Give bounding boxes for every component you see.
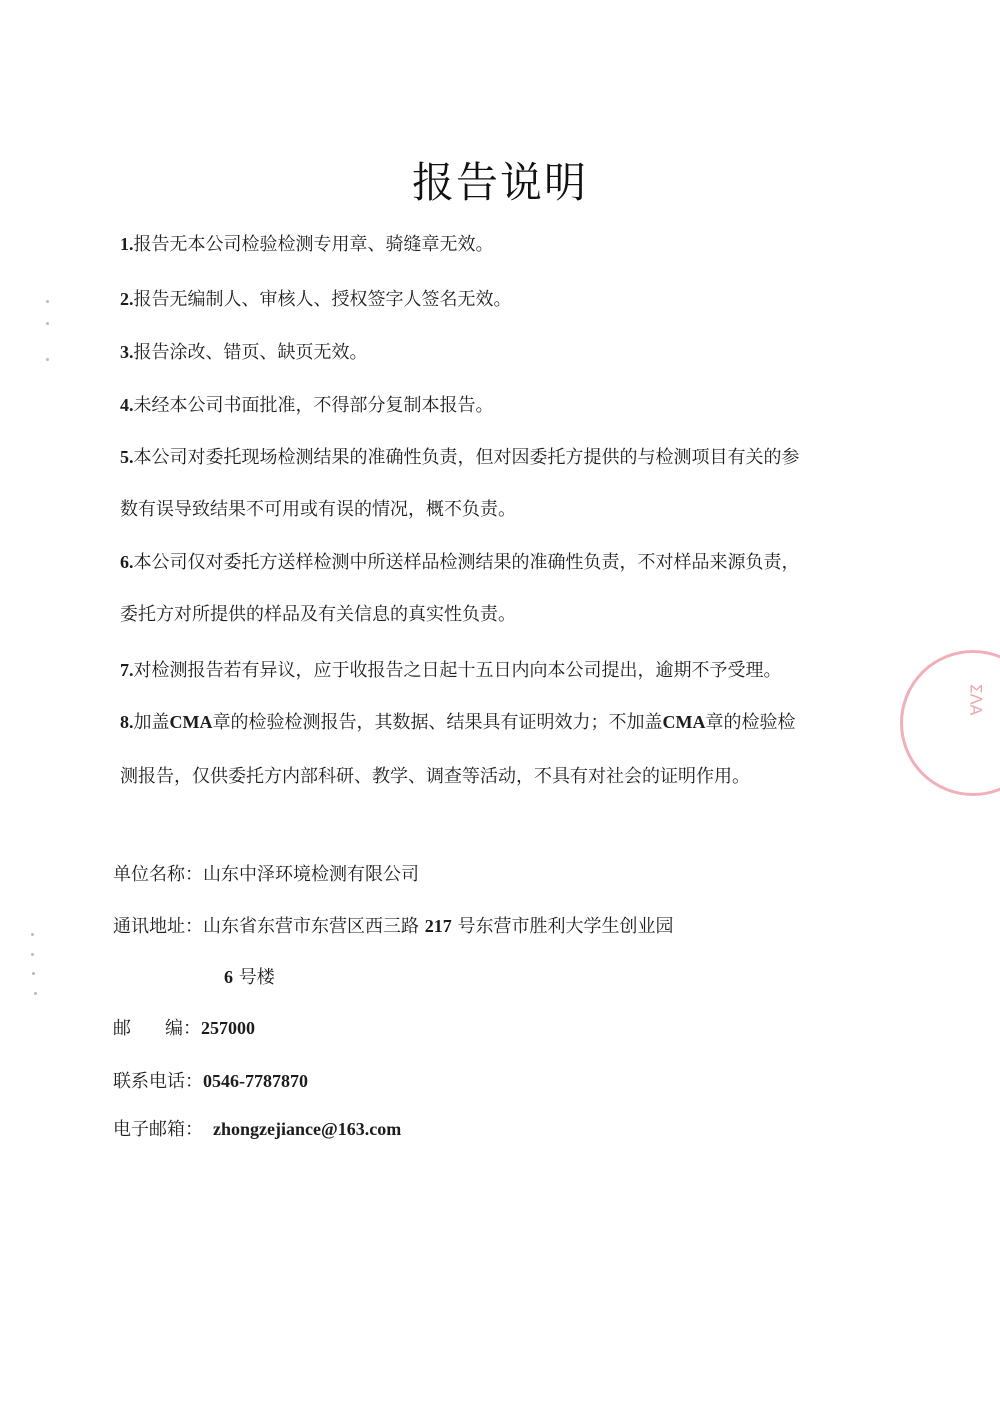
clause-5-cont: 数有误导致结果不可用或有误的情况，概不负责。 — [120, 499, 516, 520]
clause-7: 7.对检测报告若有异议，应于收报告之日起十五日内向本公司提出，逾期不予受理。 — [120, 660, 782, 681]
clause-8: 8.加盖CMA章的检验检测报告，其数据、结果具有证明效力；不加盖CMA章的检验检 — [120, 712, 796, 733]
page-title: 报告说明 — [411, 158, 588, 207]
scan-mark — [46, 358, 49, 361]
phone-row: 联系电话：0546-7787870 — [113, 1071, 308, 1092]
clause-5: 5.本公司对委托现场检测结果的准确性负责，但对因委托方提供的与检测项目有关的参 — [120, 447, 800, 468]
clause-6-cont: 委托方对所提供的样品及有关信息的真实性负责。 — [120, 604, 516, 625]
address-row-cont: 6 号楼 — [224, 967, 275, 988]
scan-mark — [46, 322, 49, 325]
clause-3: 3.报告涂改、错页、缺页无效。 — [120, 342, 368, 363]
scan-mark — [32, 972, 35, 975]
scan-mark — [46, 300, 49, 303]
company-name-row: 单位名称：山东中泽环境检测有限公司 — [113, 864, 419, 885]
scan-mark — [34, 992, 37, 995]
seal-stamp — [900, 650, 1000, 796]
clause-6: 6.本公司仅对委托方送样检测中所送样品检测结果的准确性负责，不对样品来源负责， — [120, 552, 800, 573]
scan-mark — [31, 933, 34, 936]
clause-4: 4.未经本公司书面批准，不得部分复制本报告。 — [120, 395, 494, 416]
clause-2: 2.报告无编制人、审核人、授权签字人签名无效。 — [120, 289, 512, 310]
email-row: 电子邮箱： zhongzejiance@163.com — [113, 1119, 402, 1140]
postcode-row: 邮 编：257000 — [113, 1018, 255, 1039]
clause-1: 1.报告无本公司检验检测专用章、骑缝章无效。 — [120, 234, 494, 255]
clause-8-cont: 测报告，仅供委托方内部科研、教学、调查等活动，不具有对社会的证明作用。 — [120, 766, 750, 787]
seal-stamp-text: ΣΛΑ — [966, 683, 986, 716]
scan-mark — [31, 953, 34, 956]
address-row: 通讯地址：山东省东营市东营区西三路 217 号东营市胜利大学生创业园 — [113, 916, 674, 937]
